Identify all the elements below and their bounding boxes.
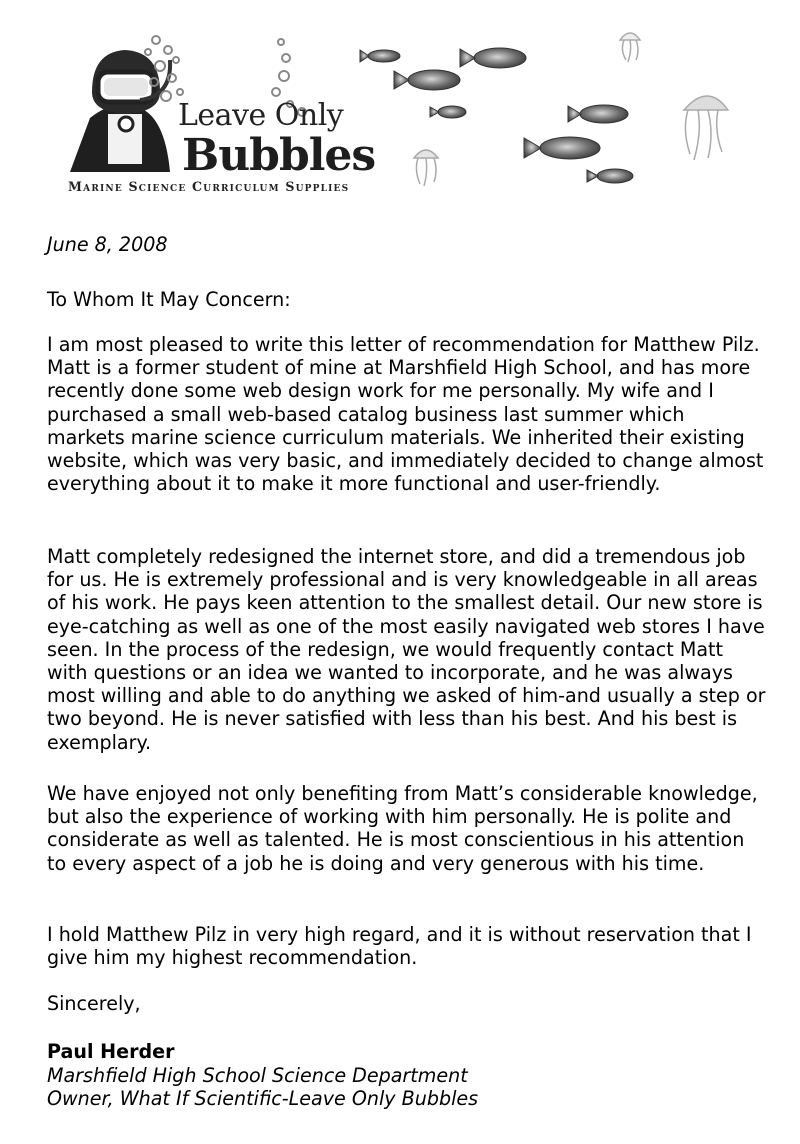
logo-tagline: Marine Science Curriculum Supplies [68, 179, 350, 194]
letterhead [0, 0, 800, 215]
letter-paragraph-2 [47, 545, 767, 754]
signer-title-owner: Owner, What If Scientific-Leave Only Bubbles [47, 1087, 479, 1110]
paragraph-text: I hold Matthew Pilz in very high regard, and it is without reservation that I give him my highest recommendation. [47, 923, 752, 970]
letter-closing: Sincerely, [47, 992, 141, 1015]
logo-wordmark-top: Leave Only [178, 98, 344, 133]
fish-school-icon [360, 48, 633, 183]
letter-paragraph-3 [47, 782, 767, 875]
signer-name: Paul Herder [47, 1040, 175, 1063]
letter-salutation: To Whom It May Concern: [47, 288, 291, 311]
letter-paragraph-1 [47, 333, 767, 495]
paragraph-text: I am most pleased to write this letter of recommendation for Matthew Pilz. Matt is a former student of mine at Marshfield High School, and has more recently done some web design work for me personally. My wife and I purchased a small web-based catalog business last summer which markets marine science curriculum materials. We inherited their existing website, which was very basic, and immediately decided to change almost everything about it to make it more functional and user-friendly. [47, 333, 764, 496]
letter-date: June 8, 2008 [47, 233, 168, 256]
paragraph-text: We have enjoyed not only benefiting from Matt’s considerable knowledge, but also the experience of working with him personally. He is polite and considerate as well as talented. He is most conscientious in his attention to every aspect of a job he is doing and very generous with his time. [47, 782, 758, 875]
signer-title-department: Marshfield High School Science Department [47, 1064, 468, 1087]
logo-wordmark-main: Bubbles [182, 130, 376, 181]
paragraph-text: Matt completely redesigned the internet store, and did a tremendous job for us. He is extremely professional and is very knowledgeable in all areas of his work. He pays keen attention to the smallest detail. Our new store is eye-catching as well as one of the most easily navigated web stores I have seen. In the process of the redesign, we would frequently contact Matt with questions or an idea we wanted to incorporate, and he was always most willing and able to do anything we asked of him-and usually a step or two beyond. He is never satisfied with less than his best. And his best is exemplary. [47, 545, 766, 754]
letter-paragraph-4 [47, 923, 767, 969]
